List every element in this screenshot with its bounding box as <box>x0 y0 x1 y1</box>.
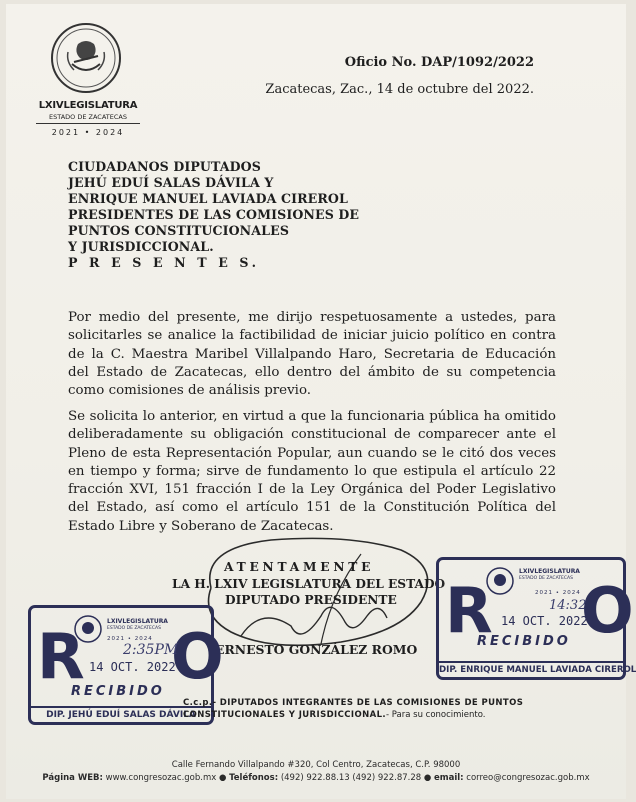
stamp-letter-o: O <box>581 574 634 647</box>
ccp-tail: - Para su conocimiento. <box>386 710 486 720</box>
addressee-line: CIUDADANOS DIPUTADOS <box>68 159 261 174</box>
footer-email-label: email: <box>433 773 464 783</box>
logo-divider <box>36 123 140 124</box>
stamp-letter-r: R <box>445 574 493 647</box>
bullet-icon: ● <box>218 773 227 783</box>
legislature-logo <box>28 22 148 148</box>
stamp-legislature: LXIVLEGISLATURA <box>519 568 580 575</box>
atentamente: ATENTAMENTE <box>224 560 375 574</box>
footer-address: Calle Fernando Villalpando #320, Col Centro, Zacatecas, C.P. 98000 <box>171 760 461 770</box>
presentes: P R E S E N T E S. <box>68 255 260 270</box>
signer-institution: LA H. LXIV LEGISLATURA DEL ESTADO <box>172 577 446 591</box>
stamp-letter-r: R <box>37 620 85 693</box>
addressee-line: PRESIDENTES DE LAS COMISIONES DE <box>68 207 360 222</box>
addressee-line: JEHÚ EDUÍ SALAS DÁVILA Y <box>68 175 274 190</box>
legislature-state: ESTADO DE ZACATECAS <box>49 113 127 121</box>
signer-role: DIPUTADO PRESIDENTE <box>225 593 397 607</box>
legislature-years: 2021 • 2024 <box>51 128 125 137</box>
bullet-icon: ● <box>423 773 432 783</box>
body-paragraph-2: Se solicita lo anterior, en virtud a que la funcionaria pública ha omitido deliberadamente su obligación constitucional de comparecer ante el Pleno de esta Representación Popular, aun cuando se le citó dos veces en tiempo y forma; sirve de fundamento lo que estipula el artículo 22 fracción XVI, 151 fracción I de la Ley Orgánica del Poder Legislativo del Estado, así como el artículo 151 de la Constitución Política del Estado Libre y Soberano de Zacatecas. <box>68 409 556 534</box>
footer-contact <box>6 773 626 783</box>
footer-phones-label: Teléfonos: <box>229 773 279 783</box>
ccp-text: C.c.p.- DIPUTADOS INTEGRANTES DE LAS COMISIONES DE PUNTOS CONSTITUCIONALES Y JURISDICCIONAL. <box>183 698 524 720</box>
stamp-received: RECIBIDO <box>71 684 165 699</box>
footer-web-label: Página WEB: <box>42 773 103 783</box>
stamp-date: 14 OCT. 2022 <box>89 660 176 674</box>
stamp-date: 14 OCT. 2022 <box>501 614 588 628</box>
stamp-legislature: LXIVLEGISLATURA <box>107 618 168 625</box>
stamp-years: 2021 • 2024 <box>107 636 153 642</box>
footer-email-link[interactable]: correo@congresozac.gob.mx <box>466 773 590 783</box>
stamp-state: ESTADO DE ZACATECAS <box>519 576 573 581</box>
stamp-letter-o: O <box>171 620 224 693</box>
signer-name: ERNESTO GONZÁLEZ ROMO <box>215 642 418 657</box>
footer-phones: (492) 922.88.13 (492) 922.87.28 <box>280 773 422 783</box>
addressee-line: PUNTOS CONSTITUCIONALES <box>68 223 290 238</box>
body-paragraph-1: Por medio del presente, me dirijo respetuosamente a ustedes, para solicitarles se analice la factibilidad de iniciar juicio político en contra de la C. Maestra Maribel Villalpando Haro, Secretaria de Educación del Estado de Zacatecas, ello dentro del ámbito de su competencia como comisiones de análisis previo. <box>68 310 556 399</box>
coat-of-arms-icon <box>50 22 122 94</box>
stamp-state: ESTADO DE ZACATECAS <box>107 626 161 631</box>
stamp-recipient-name: DIP. ENRIQUE MANUEL LAVIADA CIREROL <box>439 661 623 677</box>
ccp-note <box>183 697 543 721</box>
stamp-received: RECIBIDO <box>477 634 571 649</box>
stamp-handwritten-time: 2:35PM <box>123 642 179 658</box>
stamp-years: 2021 • 2024 <box>535 590 581 596</box>
letter-page <box>6 4 636 799</box>
oficio-number: Oficio No. DAP/1092/2022 <box>344 55 534 70</box>
addressee-line: ENRIQUE MANUEL LAVIADA CIREROL <box>68 191 348 206</box>
stamp-recipient-name: DIP. JEHÚ EDUÍ SALAS DÁVILA <box>31 706 211 722</box>
stamp-handwritten-time: 14:32 <box>549 598 587 613</box>
addressee-line: Y JURISDICCIONAL. <box>68 239 214 254</box>
place-date: Zacatecas, Zac., 14 de octubre del 2022. <box>265 82 534 97</box>
addressee-block <box>68 159 359 271</box>
received-stamp-right <box>436 557 636 680</box>
legislature-name: LXIVLEGISLATURA <box>38 100 138 111</box>
footer-web-link[interactable]: www.congresozac.gob.mx <box>105 773 217 783</box>
